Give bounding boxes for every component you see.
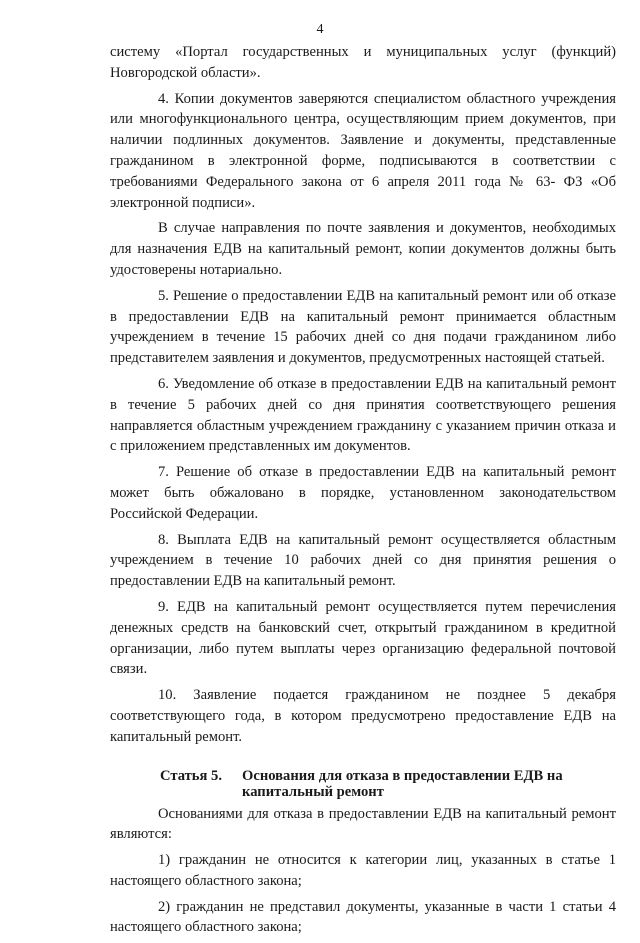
- paragraph-item-9: 9. ЕДВ на капитальный ремонт осуществляется путем перечисления денежных средств на банковский счет, открытый гражданином в кредитной организации, либо путем выплаты через организацию федеральной почтовой связи.: [110, 598, 616, 678]
- paragraph-grounds-intro: Основаниями для отказа в предоставлении ЕДВ на капитальный ремонт являются:: [110, 805, 616, 843]
- paragraph-item-10: 10. Заявление подается гражданином не позднее 5 декабря соответствующего года, в котором предусмотрено предоставление ЕДВ на капитальный ремонт.: [110, 687, 616, 745]
- article-heading: [110, 768, 616, 800]
- page-number: 4: [316, 22, 324, 37]
- article-number: Статья 5.: [160, 767, 222, 784]
- paragraph-mail-notarization: В случае направления по почте заявления и документов, необходимых для назначения ЕДВ на капитальный ремонт, копии документов должны быть удостоверены нотариально.: [110, 220, 616, 278]
- paragraph-item-6: 6. Уведомление об отказе в предоставлении ЕДВ на капитальный ремонт в течение 5 рабочих дней со дня принятия соответствующего решения направляется областным учреждением гражданину с указанием причин отказа и с приложением представленных им документов.: [110, 375, 616, 455]
- article-title: Основания для отказа в предоставлении ЕДВ на капитальный ремонт: [242, 767, 563, 800]
- paragraph-item-5: 5. Решение о предоставлении ЕДВ на капитальный ремонт или об отказе в предоставлении ЕДВ на капитальный ремонт принимается областным учреждением в течение 15 рабочих дней со дня подачи гражданином либо представителем заявления и документов, предусмотренных настоящей статьей.: [110, 287, 616, 367]
- paragraph-ground-1: 1) гражданин не относится к категории лиц, указанных в статье 1 настоящего областного закона;: [110, 852, 616, 889]
- paragraph-item-4: 4. Копии документов заверяются специалистом областного учреждения или многофункционального центра, осуществляющим прием документов, при наличии подлинных документов. Заявление и документы, представленные гражданином в электронной форме, подписываются в соответствии с требованиями Федерального закона от 6 апреля 2011 года № 63- ФЗ «Об электронной подписи».: [110, 90, 616, 211]
- paragraph-item-7: 7. Решение об отказе в предоставлении ЕДВ на капитальный ремонт может быть обжаловано в порядке, установленном законодательством Российской Федерации.: [110, 464, 616, 522]
- paragraph-continuation: системy «Портал государственных и муниципальных услуг (функций) Новгородской области».: [110, 44, 616, 81]
- paragraph-item-8: 8. Выплата ЕДВ на капитальный ремонт осуществляется областным учреждением в течение 10 рабочих дней со дня принятия решения о предоставлении ЕДВ на капитальный ремонт.: [110, 531, 616, 590]
- document-body: [110, 42, 616, 943]
- paragraph-ground-2: 2) гражданин не представил документы, указанные в части 1 статьи 4 настоящего областного закона;: [110, 898, 616, 936]
